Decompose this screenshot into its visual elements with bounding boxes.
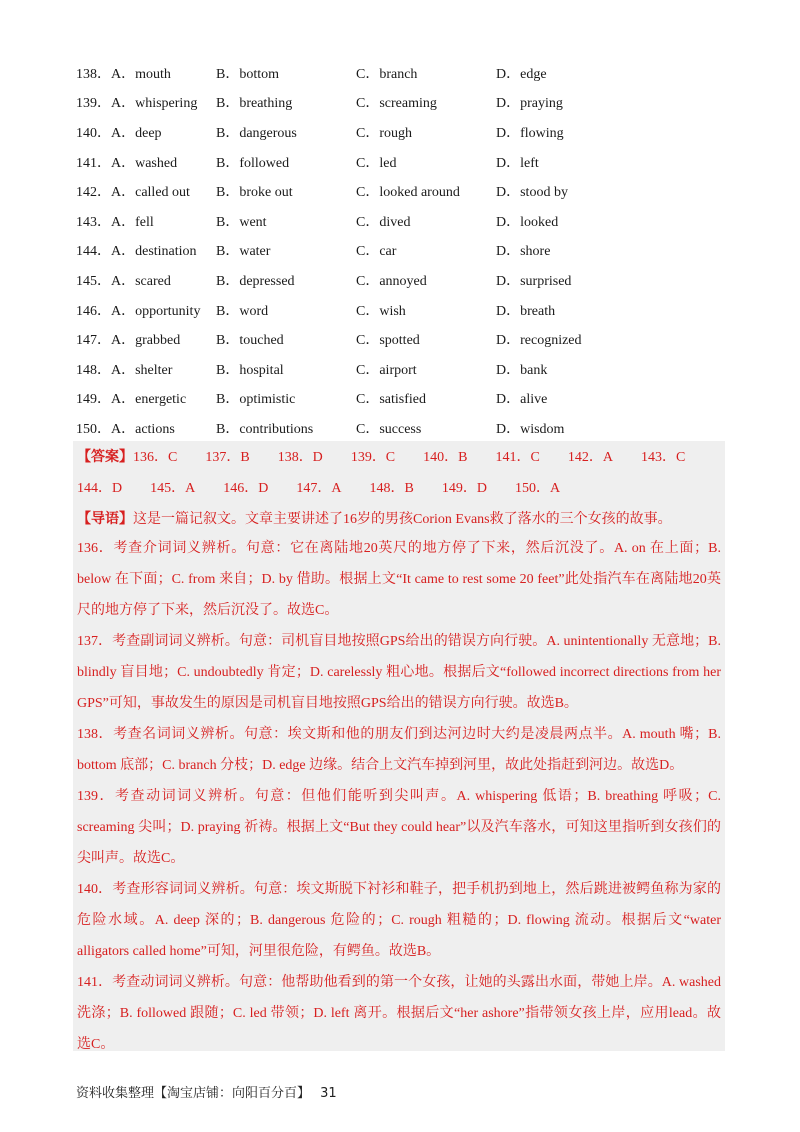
option-a-text: A．mouth xyxy=(111,66,171,82)
option-a xyxy=(76,63,216,83)
option-c: C．wish xyxy=(356,303,406,319)
option-a xyxy=(76,181,216,201)
answer-item: 147．A xyxy=(296,481,342,496)
question-row xyxy=(76,147,726,177)
option-b: B．went xyxy=(216,214,267,230)
option-d: D．left xyxy=(496,155,539,171)
option-a xyxy=(76,92,216,112)
option-d: D．wisdom xyxy=(496,421,565,437)
answer-line-2 xyxy=(77,477,588,497)
option-a xyxy=(76,240,216,260)
answer-item: 144．D xyxy=(77,481,123,496)
question-number: 139． xyxy=(76,96,111,112)
option-a xyxy=(76,122,216,142)
option-a-text: A．scared xyxy=(111,273,171,289)
option-c: C．led xyxy=(356,155,397,171)
question-number: 145． xyxy=(76,273,111,289)
option-a xyxy=(76,152,216,172)
explanations xyxy=(77,533,721,1060)
explanation-paragraph: 139．考查动词词义辨析。句意：但他们能听到尖叫声。A. whispering 低语；B. breathing 呼吸；C. screaming 尖叫；D. praying 祈祷。根据上文“But they could hear”以及汽车落水，可知这里指听到女孩们的尖叫声。故选C。 xyxy=(77,789,721,866)
option-b: B．followed xyxy=(216,155,290,171)
option-d: D．flowing xyxy=(496,125,564,141)
answer-item: 149．D xyxy=(441,481,487,496)
option-a-text: A．washed xyxy=(111,155,178,171)
option-b: B．water xyxy=(216,244,271,260)
option-d: D．looked xyxy=(496,214,559,230)
answer-item: 146．D xyxy=(223,481,269,496)
guide-text: 这是一篇记叙文。文章主要讲述了16岁的男孩Corion Evans救了落水的三个女孩的故事。 xyxy=(133,512,672,527)
question-row xyxy=(76,88,726,118)
option-c: C．success xyxy=(356,421,422,437)
explanation-paragraph: 140．考查形容词词义辨析。句意：埃文斯脱下衬衫和鞋子，把手机扔到地上，然后跳进被鳄鱼称为家的危险水域。A. deep 深的；B. dangerous 危险的；C. rough 粗糙的；D. flowing 流动。根据后文“water alligators called home”可知，河里很危险，有鳄鱼。故选B。 xyxy=(77,882,721,959)
option-d: D．bank xyxy=(496,362,548,378)
option-a xyxy=(76,270,216,290)
question-number: 142． xyxy=(76,185,111,201)
option-a xyxy=(76,329,216,349)
option-d: D．recognized xyxy=(496,333,582,349)
option-c: C．annoyed xyxy=(356,273,427,289)
question-row xyxy=(76,236,726,266)
option-a-text: A．actions xyxy=(111,421,175,437)
option-c: C．rough xyxy=(356,125,412,141)
answer-item: 139．C xyxy=(350,450,396,465)
question-row xyxy=(76,265,726,295)
option-b: B．optimistic xyxy=(216,392,296,408)
question-row xyxy=(76,295,726,325)
option-c: C．car xyxy=(356,244,397,260)
answer-section xyxy=(73,441,725,1051)
option-b: B．contributions xyxy=(216,421,314,437)
option-a xyxy=(76,300,216,320)
explanation-paragraph: 136．考查介词词义辨析。句意：它在离陆地20英尺的地方停了下来，然后沉没了。A. on 在上面；B. below 在下面；C. from 来自；D. by 借助。根据上文“It came to rest some 20 feet”此处指汽车在离陆地20英尺的地方停了下来，然后沉没了。故选C。 xyxy=(77,541,721,618)
footer-text: 资料收集整理【淘宝店铺：向阳百分百】 xyxy=(76,1086,311,1101)
question-row xyxy=(76,384,726,414)
question-number: 150． xyxy=(76,421,111,437)
option-b: B．broke out xyxy=(216,185,293,201)
option-b: B．dangerous xyxy=(216,125,297,141)
option-d: D．stood by xyxy=(496,185,568,201)
question-number: 144． xyxy=(76,244,111,260)
explanation-paragraph: 141．考查动词词义辨析。句意：他帮助他看到的第一个女孩，让她的头露出水面，带她上岸。A. washed 洗涤；B. followed 跟随；C. led 带领；D. left 离开。根据后文“her ashore”指带领女孩上岸，应用lead。故选C。 xyxy=(77,975,721,1052)
option-a-text: A．called out xyxy=(111,185,190,201)
answer-item: 137．B xyxy=(205,450,250,465)
option-a-text: A．energetic xyxy=(111,392,187,408)
option-a-text: A．shelter xyxy=(111,362,173,378)
option-b: B．breathing xyxy=(216,96,293,112)
answer-line-1 xyxy=(77,446,713,466)
option-b: B．word xyxy=(216,303,269,319)
option-a-text: A．opportunity xyxy=(111,303,201,319)
question-row xyxy=(76,413,726,443)
question-row xyxy=(76,354,726,384)
option-b: B．hospital xyxy=(216,362,284,378)
option-a xyxy=(76,388,216,408)
option-a xyxy=(76,359,216,379)
option-a-text: A．deep xyxy=(111,125,162,141)
explanation-paragraph: 137．考查副词词义辨析。句意：司机盲目地按照GPS给出的错误方向行驶。A. unintentionally 无意地；B. blindly 盲目地；C. undoubtedly 肯定；D. carelessly 粗心地。根据后文“followed incorrect directions from her GPS”可知，事故发生的原因是司机盲目地按照GPS给出的错误方向行驶。故选B。 xyxy=(77,634,721,711)
question-number: 138． xyxy=(76,66,111,82)
option-a-text: A．destination xyxy=(111,244,197,260)
answer-item: 145．A xyxy=(150,481,196,496)
option-a xyxy=(76,211,216,231)
options-list xyxy=(76,58,726,443)
option-a xyxy=(76,418,216,438)
option-c: C．satisfied xyxy=(356,392,426,408)
guide-label: 【导语】 xyxy=(77,511,133,527)
answer-item: 150．A xyxy=(514,481,561,496)
option-c: C．branch xyxy=(356,66,418,82)
option-c: C．airport xyxy=(356,362,417,378)
option-a-text: A．whispering xyxy=(111,96,198,112)
option-d: D．shore xyxy=(496,244,551,260)
answer-label: 【答案】 xyxy=(77,449,133,465)
question-row xyxy=(76,117,726,147)
option-b: B．bottom xyxy=(216,66,280,82)
question-number: 146． xyxy=(76,303,111,319)
option-b: B．touched xyxy=(216,333,284,349)
option-c: C．spotted xyxy=(356,333,420,349)
option-a-text: A．fell xyxy=(111,214,154,230)
answer-item: 142．A xyxy=(567,450,613,465)
option-c: C．screaming xyxy=(356,96,437,112)
question-row xyxy=(76,324,726,354)
answer-item: 138．D xyxy=(277,450,323,465)
answer-item: 148．B xyxy=(369,481,414,496)
page-number: 31 xyxy=(320,1086,337,1101)
question-number: 147． xyxy=(76,333,111,349)
answer-item: 140．B xyxy=(423,450,468,465)
answer-item: 136．C xyxy=(133,450,178,465)
option-d: D．edge xyxy=(496,66,547,82)
option-b: B．depressed xyxy=(216,273,295,289)
question-number: 143． xyxy=(76,214,111,230)
question-number: 141． xyxy=(76,155,111,171)
question-row xyxy=(76,176,726,206)
answer-item: 143．C xyxy=(640,450,686,465)
page-footer xyxy=(76,1082,337,1101)
question-row xyxy=(76,58,726,88)
option-c: C．looked around xyxy=(356,185,460,201)
question-number: 140． xyxy=(76,125,111,141)
option-d: D．breath xyxy=(496,303,556,319)
option-a-text: A．grabbed xyxy=(111,333,181,349)
option-d: D．alive xyxy=(496,392,548,408)
answer-item: 141．C xyxy=(495,450,540,465)
option-c: C．dived xyxy=(356,214,411,230)
question-number: 149． xyxy=(76,392,111,408)
question-number: 148． xyxy=(76,362,111,378)
option-d: D．praying xyxy=(496,96,563,112)
guide-line xyxy=(77,508,672,528)
explanation-paragraph: 138．考查名词词义辨析。句意：埃文斯和他的朋友们到达河边时大约是凌晨两点半。A. mouth 嘴；B. bottom 底部；C. branch 分枝；D. edge 边缘。结合上文汽车掉到河里，故此处指赶到河边。故选D。 xyxy=(77,727,721,773)
option-d: D．surprised xyxy=(496,273,572,289)
question-row xyxy=(76,206,726,236)
